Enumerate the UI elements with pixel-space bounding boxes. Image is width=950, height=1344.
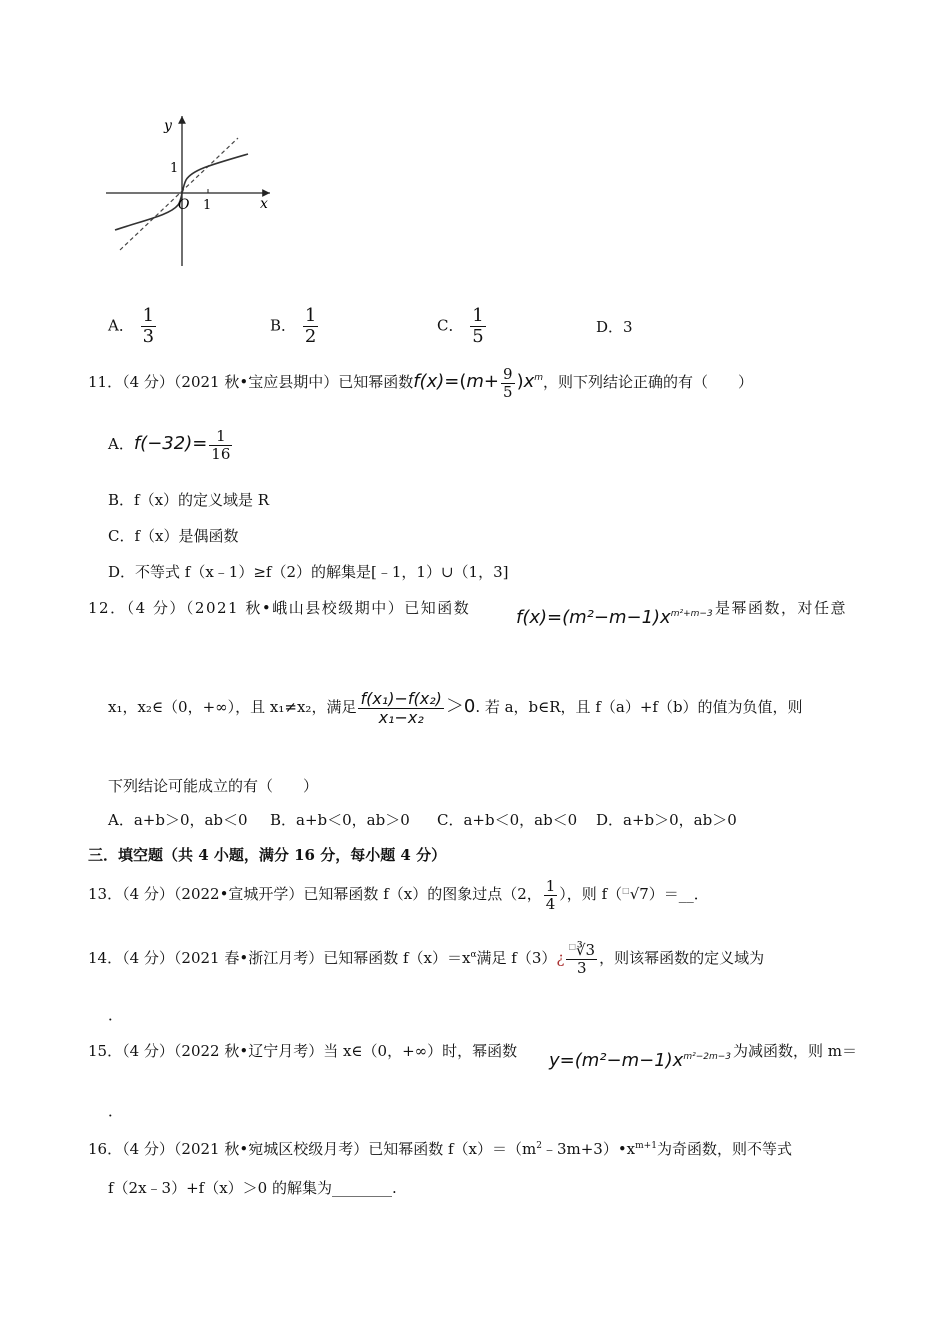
- eq: =(: [444, 371, 467, 392]
- denominator: 16: [211, 444, 231, 463]
- q13-text: 13．（4 分）（2022•宣城开学）已知幂函数 f（x）的图象过点（2，: [88, 885, 542, 903]
- q11-option-d[interactable]: D．不等式 f（x﹣1）≥f（2）的解集是[﹣1，1）∪（1，3]: [108, 563, 509, 581]
- denominator: 2: [304, 325, 317, 347]
- q12-option-d[interactable]: D．a+b＞0，ab＞0: [596, 811, 737, 829]
- q12-condition: x₁，x₂∈（0，+∞），且 x₁≠x₂，满足: [108, 698, 357, 717]
- m: m: [466, 371, 484, 392]
- close-paren: ): [516, 371, 524, 392]
- q13: [88, 878, 709, 912]
- numerator: 1: [142, 305, 155, 326]
- q13-blank: ）＝__．: [648, 885, 709, 903]
- q14-text-mid: 满足 f（3）: [476, 949, 557, 967]
- y-axis-label: y: [164, 118, 172, 134]
- q15-line2: ．: [108, 1102, 124, 1120]
- f: f: [413, 371, 420, 392]
- numerator: 1: [472, 305, 484, 326]
- denominator: 3: [142, 325, 155, 347]
- q15-text-suffix: 为减函数，则 m＝: [733, 1042, 857, 1060]
- denominator: 3: [577, 958, 587, 977]
- q15-function: y=(m²−m−1)x: [549, 1050, 684, 1071]
- q12-stem-line2: [108, 690, 803, 726]
- q16-line1: [88, 1138, 792, 1159]
- q12-exponent: m²+m−3: [670, 609, 713, 619]
- q12-stem-suffix: 是幂函数，对任意: [715, 599, 848, 617]
- denominator: 5: [472, 325, 484, 347]
- numerator: 1: [304, 305, 317, 326]
- q12-stem-text: 12．（4 分）（2021 秋•峨山县校级期中）已知函数: [88, 599, 471, 617]
- q14-text: 14．（4 分）（2021 春•浙江月考）已知幂函数 f（x）＝x: [88, 949, 471, 967]
- alpha-exponent: α: [470, 950, 477, 960]
- q12-option-c[interactable]: C．a+b＜0，ab＜0: [437, 811, 578, 829]
- q12-option-a[interactable]: A．a+b＞0，ab＜0: [108, 811, 248, 829]
- q12-stem-line1: [88, 597, 863, 628]
- option-label: A．: [108, 316, 134, 335]
- numerator: 9: [503, 365, 513, 383]
- exponent: m: [534, 373, 544, 383]
- q12-stem-line3: 下列结论可能成立的有（ ）: [108, 777, 319, 795]
- numerator: ∛3: [576, 941, 596, 959]
- q11-stem: 11．（4 分）（2021 秋•宝应县期中）已知幂函数f(x)=(m+ $\frac{9}{5}$ )$x^m$，则下列结论正确的有（ ）: [88, 365, 754, 401]
- option-label: A．: [108, 435, 134, 453]
- q12-function: f(x)=(m²−m−1)x: [516, 607, 671, 628]
- x-tick-1: 1: [203, 198, 212, 213]
- q16-line2: f（2x﹣3）+f（x）＞0 的解集为________.: [108, 1179, 397, 1197]
- origin-label: O: [178, 197, 190, 213]
- q11-stem-suffix: ，则下列结论正确的有（ ）: [543, 373, 754, 391]
- cube-root-7: √7: [629, 885, 649, 903]
- q15-exponent: m²−2m−3: [683, 1052, 732, 1062]
- x-base: x: [523, 371, 535, 392]
- section-3-title: 三．填空题（共 4 小题，满分 16 分，每小题 4 分）: [88, 846, 447, 864]
- q14-line2: ．: [108, 1006, 124, 1024]
- q11-option-b[interactable]: B．f（x）的定义域是 R: [108, 491, 270, 509]
- option-label: B．: [270, 316, 297, 335]
- q10-option-a[interactable]: [108, 306, 158, 347]
- numerator: 1: [209, 428, 232, 446]
- dashed-line-y-equals-x: [120, 138, 238, 250]
- option-label: D．: [596, 318, 624, 336]
- q15: [88, 1040, 863, 1071]
- denominator: 5: [503, 382, 513, 401]
- q16-text: 16．（4 分）（2021 秋•宛城区校级月考）已知幂函数 f（x）＝（m: [88, 1140, 537, 1158]
- plus: +: [483, 371, 500, 392]
- power-function-graph: [100, 110, 280, 270]
- denominator: x₁−x₂: [378, 707, 424, 727]
- option-value: 3: [623, 318, 633, 336]
- root-index-box: □: [568, 942, 576, 951]
- x-axis-label: x: [260, 196, 268, 212]
- q10-option-b[interactable]: [270, 306, 320, 347]
- q16-text-mid: ﹣3m+3）•x: [541, 1140, 636, 1158]
- q15-text: 15．（4 分）（2022 秋•辽宁月考）当 x∈（0，+∞）时，幂函数: [88, 1042, 518, 1060]
- q10-option-c[interactable]: [437, 306, 488, 347]
- q12-option-b[interactable]: B．a+b＜0，ab＞0: [270, 811, 410, 829]
- q11-option-c[interactable]: C．f（x）是偶函数: [108, 527, 239, 545]
- root-index-box: □: [622, 886, 630, 895]
- numerator: f(x₁)−f(x₂): [360, 689, 442, 708]
- broken-glyph: ¿: [556, 949, 565, 967]
- q12-condition-suffix: . 若 a，b∈R，且 f（a）+f（b）的值为负值，则: [475, 698, 803, 717]
- q10-option-d[interactable]: [596, 316, 633, 337]
- q16-exponent: m+1: [635, 1141, 657, 1151]
- q11-stem-text: 11．（4 分）（2021 秋•宝应县期中）已知幂函数: [88, 373, 414, 391]
- q14-text-suffix: ，则该幂函数的定义域为: [599, 949, 765, 967]
- q13-text-mid: ），则 f（: [559, 885, 623, 903]
- q16-text-suffix: 为奇函数，则不等式: [656, 1140, 792, 1158]
- x: x: [426, 371, 438, 392]
- square-exponent: 2: [536, 1141, 542, 1151]
- q14: [88, 942, 863, 976]
- q11-option-a[interactable]: [108, 428, 234, 462]
- y-tick-1: 1: [170, 161, 179, 176]
- option-a-lhs: f(−32)=: [133, 433, 208, 454]
- greater-than-zero: ＞0: [445, 696, 476, 718]
- option-label: C．: [437, 316, 464, 335]
- numerator: 1: [545, 877, 556, 895]
- denominator: 4: [545, 894, 556, 913]
